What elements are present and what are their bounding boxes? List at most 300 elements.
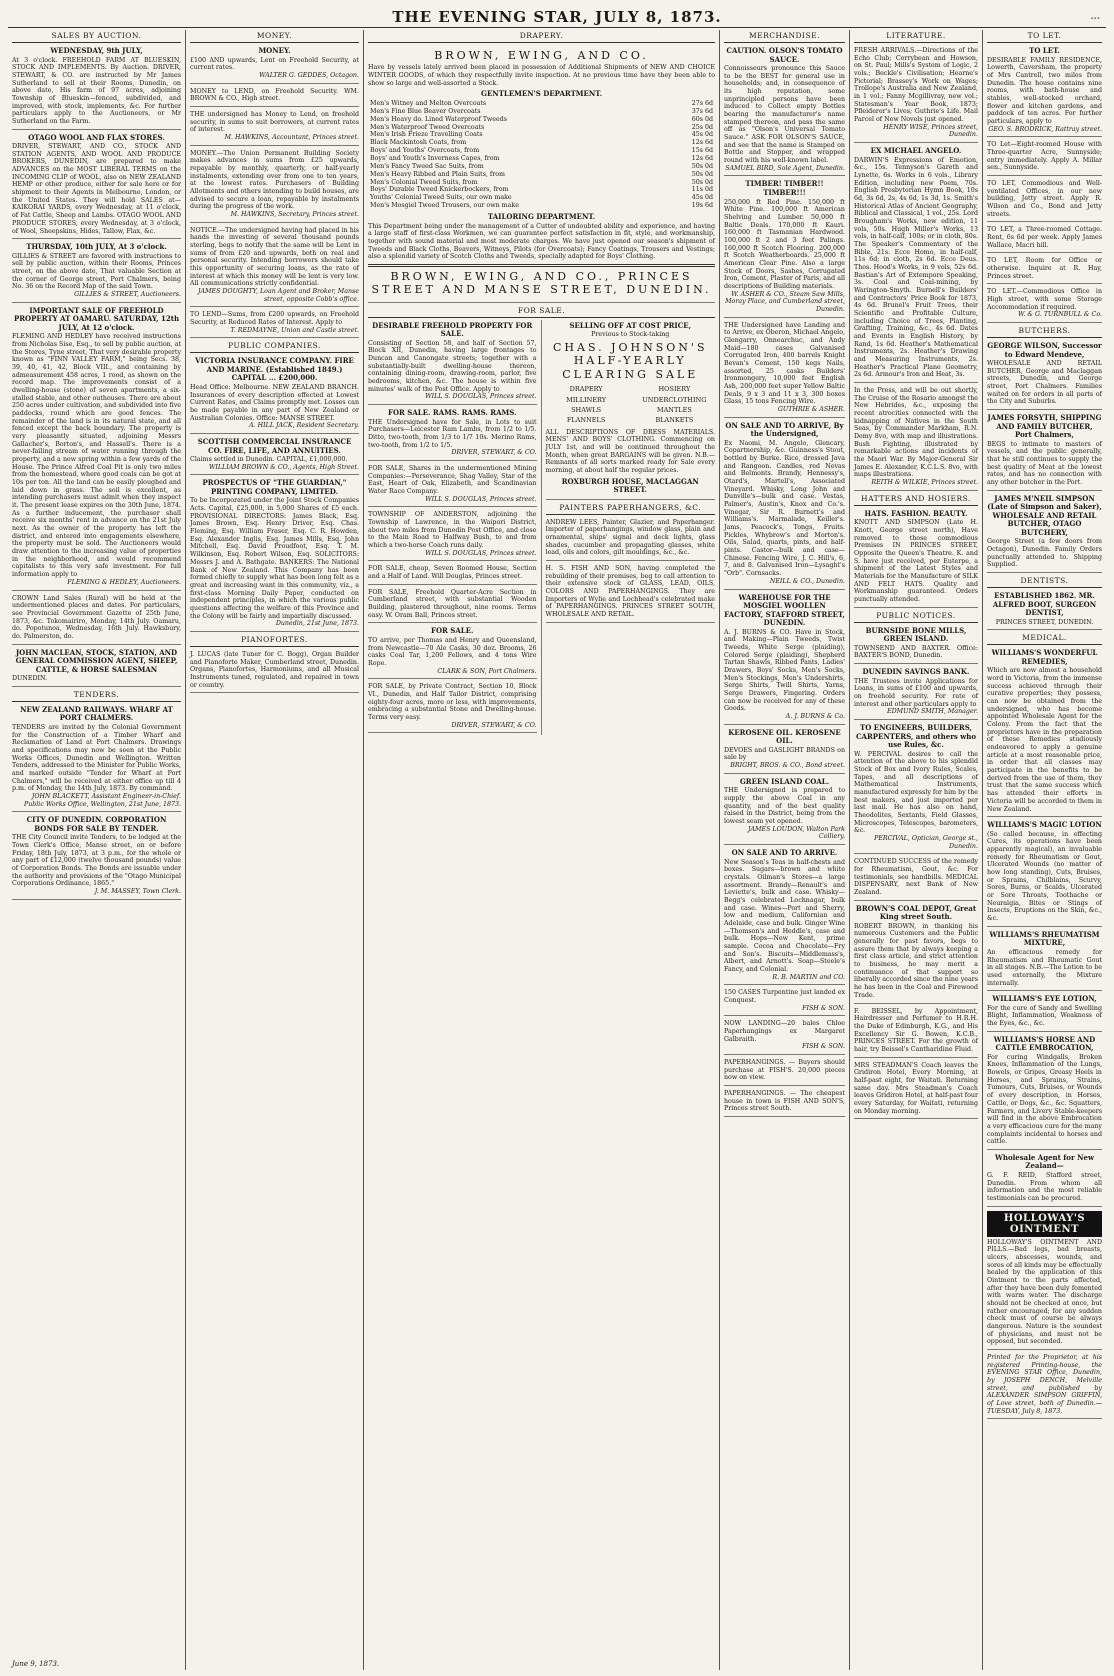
ad-block xyxy=(190,109,359,146)
ad-title: THURSDAY, 10th JULY, At 3 o'clock. xyxy=(26,242,167,252)
ad-body: G. F. REID, Stafford street, Dunedin. From whom all information and the most reliable testimonials can be procured. xyxy=(987,1171,1102,1202)
column-literature xyxy=(850,30,983,1670)
column-money xyxy=(186,30,364,1670)
ad-body: FLEMING AND HEDLEY have received instructions from Nicholas Sise, Esq., to sell by public auction, at the Stores, Tyne street, That very desirable property known as "FINN VALLEY FARM," being Secs. 38, 39, 40, 41, 42, Block VIII., and containing by admeasurement 458 acres, 1 rood, as shown on the record map. The improvements consist of a dwelling-house (stone) of seven apartments, a six-stalled stable, and other outhouses. There are about 250 acres under cultivation, and subdivided into five paddocks, round which are good fences. The remainder of the land is in its natural state, and all fenced except the back boundary. The property is very pleasantly situated, adjoining Messrs Gallacher's, Borton's, and Hassell's. There is a never-failing stream of water running through the property, and a new spring within a few yards of the House. The Prince Alfred Coal Pit is only two miles from the homestead, where good coals can be got at 10s per ton. All the land can be easily ploughed and laid down in grass. The soil is excellent, as intending purchasers must admit when they inspect it. The present lease expires on the 30th June, 1874. As a further inducement, the purchaser shall receive six months' rent in advance on the 21st July next. As the owner of the property has left the district, and entered into engagements elsewhere, the property must be sold. The Auctioneers would draw attention to the increasing value of properties in the neighborhood, and would recommend capitalists to this very safe investment. For full information apply to xyxy=(12,333,181,579)
ad-title: JOHN MACLEAN, STOCK, STATION, AND GENERAL COMMISSION AGENT, SHEEP, CATTLE, & HORSE SALESMAN xyxy=(15,647,178,674)
ad-title: BROWN'S COAL DEPOT, Great King street South. xyxy=(855,903,977,922)
price-value: 60s 0d xyxy=(691,115,713,123)
for-sale-right xyxy=(542,320,716,625)
ad-body: THE Undersigned have Landing and to Arrive, ex Oberon, Michael Angelo, Glengarry, Onnearchuc, and Andy Maid—180 cases Galvanised Corrugated Iron, 400 barrels Knight Bevan's Cement, 150 kegs Nails, assorted, 25 casks Builders' Ironmongery, 10,000 feet English Ash, 200,000 feet super Yellow Baltic Deals, 9 x 3 and 11 x 3, 300 boxes Glass, 15 tons Fencing Wire. xyxy=(724,321,845,406)
ad-body: TOWNSHIP OF ANDERSTON, adjoining the Township of Lawrence, in the Waipori District, about two miles from Dunedin Post Office, and close to the Main Road to Halfway Bush, to and from which a two-horse Coach runs daily. xyxy=(368,511,537,550)
section-header: BUTCHERS. xyxy=(987,325,1102,338)
ad-body: TO LET.—Commodious Office in High street, with some Storage Accommodation if required. xyxy=(987,288,1102,311)
ad-body: For the cure of Sandy and Swelling Blight, Inflammation, Weakness of the Eyes, &c., &c. xyxy=(987,1004,1102,1028)
ad-block xyxy=(190,649,359,693)
ad-body: TO LET, Commodious and Well-ventilated Offices, in our new building, Jetty street. Apply R. Wilson and Co., Bond and Jetty streets. xyxy=(987,179,1102,218)
ad-title: WILLIAMS'S WONDERFUL REMEDIES, xyxy=(991,648,1098,666)
column-drapery xyxy=(364,30,720,1670)
ad-block xyxy=(987,45,1102,137)
ad-title: CAUTION. OLSON'S TOMATO SAUCE. xyxy=(726,46,843,64)
price-row xyxy=(368,179,715,187)
ad-block xyxy=(724,1057,845,1086)
section-header: DENTISTS. xyxy=(987,575,1102,588)
price-item: Men's Fancy Tweed Sac Suits, from xyxy=(370,162,484,170)
corner-mark: ... xyxy=(1090,12,1100,22)
ad-list xyxy=(190,355,359,632)
ad-signature: J. M. MASSEY, Town Clerk. xyxy=(94,888,181,896)
ad-signature: FLEMING & HEDLEY, Auctioneers. xyxy=(67,578,181,586)
ad-title: PROSPECTUS OF "THE GUARDIAN," PRINTING COMPANY, LIMITED. xyxy=(202,478,347,496)
section-header: MEDICAL. xyxy=(987,632,1102,645)
holloway-banner: HOLLOWAY'S OINTMENT xyxy=(987,1211,1102,1237)
ad-body: FOR SALE, by Private Contract, Section 10, Block VI., Dunedin, and Half Tailor District, comprising eighty-four acres, more or less, with improvements, embracing a substantial Stone and Dwelling-house. Terms very easy. xyxy=(368,683,537,722)
ad-body: Head Office: Melbourne. NEW ZEALAND BRANCH. Insurances of every description effected at Lowest Current Rates, and Claims promptly met. Losses can be made payable in any part of New Zealand or Australian Colonies. Office: MANSE STREET. xyxy=(190,383,359,422)
ad-block xyxy=(12,305,181,591)
johnson-ad xyxy=(546,320,716,500)
section-header: SALES BY AUCTION. xyxy=(12,30,181,43)
ad-block xyxy=(724,776,845,845)
price-item: Men's Waterproof Tweed Overcoats xyxy=(370,123,485,131)
ad-body: TO LEND—Sums, from £200 upwards, on Freehold Security, at Reduced Rates of Interest. Apply to xyxy=(190,311,359,327)
masthead xyxy=(8,6,1106,28)
ad-block xyxy=(854,385,978,491)
ad-body: George Street (a few doors from Octagon), Dunedin. Family Orders punctually attended to. Shipping Supplied. xyxy=(987,538,1102,569)
brown-ewing-ad xyxy=(368,45,715,303)
ad-signature: A. HILL JACK, Resident Secretary. xyxy=(249,422,359,430)
ad-body: TO Let—Eight-roomed House with Three-quarter Acre, Sunnyside; entry immediately. Apply A. Millar sen., Sunnyside. xyxy=(987,141,1102,172)
ad-signature: REITH & WILKIE, Princes street. xyxy=(871,479,978,487)
ad-block xyxy=(724,45,845,176)
column-sales-by-auction xyxy=(8,30,186,1670)
ad-title: MONEY. xyxy=(258,46,291,55)
ad-body: THE City Council invite Tenders, to be lodged at the Town Clerk's Office, Manse street, on or before Friday, 18th July, 1873, at 3 p.m., for the whole or any part of £12,000 (twelve thousand pounds) value of Corporation Bonds. The Bonds are issuable under the authority and provisions of the "Otago Municipal Corporations Ordinance, 1865." xyxy=(12,834,181,888)
ad-block xyxy=(854,45,978,143)
ad-title: WILLIAMS'S MAGIC LOTION xyxy=(987,820,1102,830)
price-value: 11s 0d xyxy=(691,186,713,194)
johnson-item: HOSIERY xyxy=(658,385,691,394)
ad-title: BROWN, EWING, AND CO. xyxy=(434,49,649,62)
ad-block xyxy=(987,412,1102,491)
ad-body: THE undersigned has Money to Lend, on freehold security, in sums to suit borrowers, at current rates of interest. xyxy=(190,110,359,134)
ad-body: W. PERCIVAL desires to call the attention of the above to his splendid Stock of Box and Ivory Rules, Scales, Tapes, and all descriptions of Mathematical Instruments, manufactured expressly for him by the best makers, and just imported per last mail. He has also on hand, Theodolites, Sextants, Field Glasses, Microscopes, Telescopes, barometers, &c. xyxy=(854,750,978,835)
price-row xyxy=(368,194,715,202)
ad-title: KEROSENE OIL. KEROSENE OIL. xyxy=(728,727,841,746)
price-row xyxy=(368,131,715,139)
section-header: FOR SALE. xyxy=(368,305,715,318)
ad-body: TO LET, a Three-roomed Cottage. Rent, 6s 6d per week. Apply James Wallace, Macri hill. xyxy=(987,226,1102,249)
ad-body: TENDERS are invited by the Colonial Government for the Construction of a Timber Wharf and Reclamation of Land at Port Chalmers. Drawings and specifications may now be seen at the Public Works Offices, Dunedin and Wellington. Written Tenders, addressed to the Minister for Public Works, and marked outside "Tender for Wharf at Port Chalmers," will be received at either office up till 4 p.m. of Monday, the 14th July, 1873. By command. xyxy=(12,723,181,793)
ad-signature: JOHN BLACKETT, Assistant Engineer-in-Chief. Public Works Office, Wellington, 21st June, 1873. xyxy=(23,792,181,808)
ad-block xyxy=(987,929,1102,991)
ad-title: HATS. FASHION. BEAUTY. xyxy=(864,508,968,518)
price-row xyxy=(368,108,715,116)
ad-body: MONEY to LEND, on Freehold Security. WM. BROWN & CO., High street. xyxy=(190,87,359,103)
section-header: MERCHANDISE. xyxy=(724,30,845,43)
ad-block xyxy=(190,148,359,223)
ad-title: CITY OF DUNEDIN. CORPORATION BONDS FOR SALE BY TENDER. xyxy=(26,815,167,833)
printer-imprint xyxy=(987,1352,1102,1419)
ad-body: TOWNSEND AND BAXTER. Office: BAXTER'S BOND, Dunedin. xyxy=(854,644,978,660)
ad-body: (So called because, in effecting Cures, its operations have been apparently magical), an invaluable remedy for Rheumatism or Gout, Ulcerated Wounds (no matter of how long standing), Cuts, Bruises, or Sprains, Chilblains, Scurvy, Sores, Burns, or Scalds, Ulcerated or Sore Throats, Toothache or Neuralgia, Bites or Stings of Insects, Eruptions on the Skin, &c., &c. xyxy=(987,830,1102,923)
divider xyxy=(368,264,715,267)
ad-title: DUNEDIN SAVINGS BANK. xyxy=(862,667,970,677)
ad-block xyxy=(546,517,716,561)
ad-signature: PERCIVAL, Optician, George st., Dunedin. xyxy=(874,835,978,850)
ad-body: TO LET, Room for Office or otherwise. Inquire at R. Hay, Princes street. xyxy=(987,257,1102,280)
price-item: Youths' Colonial Tweed Suits, our own make xyxy=(370,194,512,202)
ad-block xyxy=(854,508,978,608)
ad-signature: DRIVER, STEWART, & CO. xyxy=(451,449,537,457)
ad-block xyxy=(987,493,1102,573)
ad-subtitle: Previous to Stock-taking xyxy=(591,331,670,339)
section-header: PUBLIC COMPANIES. xyxy=(190,340,359,353)
ad-title: WILLIAMS'S EYE LOTION, xyxy=(992,994,1097,1004)
item-list xyxy=(546,384,716,426)
price-row xyxy=(368,163,715,171)
ad-block xyxy=(724,1088,845,1117)
ad-body: At 3 o'clock. FREEHOLD FARM AT BLUESKIN, STOCK AND IMPLEMENTS. By Auction. DRIVER, STEWART, & CO. are instructed by Mr James Sutherland to sell at their Rooms, Dunedin, on above date, His farm of 97 acres, adjoining Township of Blueskin—fenced, subdivided, and improved, with stock, implements, &c. For further particulars apply to the Auctioneers, or Mr Sutherland on the Farm. xyxy=(12,56,181,125)
ad-signature: NEILL & CO., Dunedin. xyxy=(769,577,845,585)
price-row xyxy=(368,147,715,155)
ad-body: HOLLOWAY'S OINTMENT AND PILLS.—Bad legs, bad breasts, ulcers, abscesses, wounds, and sores of all kinds may be effectually healed by the application of this Ointment to the parts affected, after they have been duly fomented with warm water. The discharge should not be checked at once, but rather encouraged; for any sudden check must of course be always dangerous. Nature is the soundest of physicians, and must not be opposed, but seconded. xyxy=(987,1238,1102,1346)
price-item: Boys' and Youths' Overcoats, from xyxy=(370,147,480,155)
ad-body: ALL DESCRIPTIONS OF DRESS MATERIALS. MENS' AND BOYS' CLOTHING. Commencing on JULY 1st, and will be continued throughout the Month, when great BARGAINS will be given. N.B.—Remnants of all sorts marked ready for Sale every morning, at about half the regular prices. xyxy=(545,428,715,475)
price-item: Men's Heavy do. Lined Waterproof Tweeds xyxy=(370,115,507,123)
ad-block xyxy=(368,563,537,584)
ad-signature: DRIVER, STEWART, & CO. xyxy=(451,721,537,729)
ad-body: J. LUCAS (late Tuner for C. Bogg), Organ Builder and Pianoforte Maker, Cumberland street, Dunedin. Organs, Pianofortes, Harmoniums, and all Musical Instruments tuned, regulated, and repaired in town or country. xyxy=(190,650,359,689)
ad-title: JAMES M'NEIL SIMPSON (Late of Simpson and Saker), WHOLESALE AND RETAIL BUTCHER, OTAGO BUTCHERY, xyxy=(987,493,1102,537)
ad-block xyxy=(12,704,181,812)
imprint-text: Printed for the Proprietor, at his registered Printing-house, the EVENING STAR Office, Dunedin, by JOSEPH DENCH, Melville street, and published by ALEXANDER SIMPSON GRIFFIN, of Love street, both of Dunedin.—TUESDAY, July 8, 1873. xyxy=(987,1354,1102,1415)
ad-body: CROWN Land Sales (Rural) will be held at the undermentioned places and dates. For particulars, see Provincial Government Gazette of 25th June, 1873, &c. Tokomairiro, Monday, 14th July. Oamaru, do. Popotunoa, Wednesday, 16th July. Hawksbury, do. Palmerston, do. xyxy=(12,594,181,640)
price-value: 19s 6d xyxy=(691,202,713,210)
ad-title: TO ENGINEERS, BUILDERS, CARPENTERS, and others who use Rules, &c. xyxy=(855,723,977,750)
section-header: TO LET. xyxy=(987,30,1102,43)
section-header: DRAPERY. xyxy=(368,30,715,43)
ad-body: WHOLESALE AND RETAIL BUTCHER, George and Maclaggan streets, Dunedin, and George street, Port Chalmers. Families waited on for orders in all parts of the City and Suburbs. xyxy=(987,360,1102,406)
price-item: Men's Witney and Melton Overcoats xyxy=(370,99,487,107)
ad-body: A. J. BURNS & CO. Have in Stock, and Making—Plain Tweeds, Twist Tweeds, White Serge (plaiding), Colored Serge (plaiding), Shepherd Tartan Shawls, Ribbed Pants, Ladies' Drawers, Boys' Socks, Men's Socks, Men's Stockings, Men's Undershirts, Serge Shirts, Twill Shirts, Yarns, Serge Drawers, Fingering. Orders can now be received for any of these Goods. xyxy=(724,628,845,713)
price-value: 12s 6d xyxy=(691,139,713,147)
ad-body: In the Press, and will be out shortly, The Cruise of the Rosario amongst the New Hebrides, &c., exposing the recent atrocities connected with the kidnapping of Natives in the South Seas, by Commander Markham, R.N. Demy 8vo, with map and illustrations. Bush Fighting, illustrated by remarkable actions and incidents of the Maori War. By Major-General Sir James E. Alexander, K.C.L.S. 8vo, with maps illustrations. xyxy=(854,387,978,479)
ad-signature: HENRY WISE, Princes street, Dunedin. xyxy=(883,123,978,139)
ad-body: MONEY.—The Union Permanent Building Society makes advances in sums from £25 upwards, repayable by monthly, quarterly, or half-yearly instalments, extending over from one to ten years, at the lowest rates. Purchasers of Building Allotments and others intending to build houses, are advised to secure a loan, repayable by instalments during the progress of the work. xyxy=(190,149,359,211)
ad-title: ON SALE AND TO ARRIVE. xyxy=(731,848,838,857)
ad-block xyxy=(987,647,1102,817)
ad-address: BROWN, EWING, AND CO., PRINCES STREET AND MANSE STREET, DUNEDIN. xyxy=(371,269,712,297)
ad-block xyxy=(190,477,359,631)
ad-block xyxy=(987,286,1102,323)
ad-block xyxy=(12,132,181,240)
ad-body: Connoisseurs pronounce this Sauce to be the BEST for general use in households; and, in consequence of its high reputation, some unprincipled persons have been induced to Collect empty Bottles bearing the manufacturer's name stamped thereon, and pass the same off as "Olson's Universal Tomato Sauce." ASK FOR OLSON'S SAUCE, and see that the name is Stamped on Bottle and Stopper, and wrapped round with his well-known label. xyxy=(724,65,845,165)
ad-signature: FISH & SON. xyxy=(802,1004,845,1012)
ad-title: FOR SALE. RAMS. RAMS. RAMS. xyxy=(387,408,517,418)
ad-body: ROBERT BROWN, in thanking his numerous Customers and the Public generally for past favors, begs to assure them that by always keeping a first class article, and strict attention to business, he may merit a continuance of that support so liberally accorded since the nine years he has been in the Coal and Firewood Trade. xyxy=(854,922,978,999)
price-item: Men's Heavy Ribbed and Plain Suits, from xyxy=(370,170,506,178)
ad-block xyxy=(190,309,359,338)
ad-block xyxy=(854,1006,978,1058)
ad-body: FOR SALE, Shares in the undermentioned Mining Companies:—Perseverance, Shag Valley, Star of the East, Heart of Oak, Elizabeth, and Scandinavian Water Race Company. xyxy=(368,465,537,496)
ad-block xyxy=(368,681,537,733)
ad-title: OTAGO WOOL AND FLAX STORES. xyxy=(28,132,165,142)
ad-list xyxy=(854,45,978,491)
ad-signature: GUTHRIE & ASHER. xyxy=(777,406,845,413)
ad-list xyxy=(368,320,537,734)
price-value: 27s 6d xyxy=(691,99,713,107)
price-item: Men's Mosgiel Tweed Trousers, our own make xyxy=(370,202,519,210)
price-value: 25s 0d xyxy=(691,123,713,131)
for-sale-left xyxy=(368,320,542,736)
ad-body: PRINCES STREET, DUNEDIN. xyxy=(995,618,1094,626)
ad-title: GREEN ISLAND COAL. xyxy=(739,776,830,786)
ad-body: DUNEDIN. xyxy=(12,675,48,683)
ad-body: PAPERHANGINGS. — Buyers should purchase at FISH'S. 20,000 pieces now on view. xyxy=(724,1058,845,1082)
ad-body: H. S. FISH AND SON, having completed the rebuilding of their premises, beg to call attention to their extensive stock of GLASS, LEAD, OILS, COLORS AND PAPERHANGINGS. They are Importers of Wylie and Lochhead's celebrated make of PAPERHANGINGS. PRINCES STREET SOUTH, WHOLESALE AND RETAIL. xyxy=(545,565,715,619)
ad-title: DESIRABLE FREEHOLD PROPERTY FOR SALE. xyxy=(372,320,533,339)
ad-body: This Department being under the management of a Cutter of undoubted ability and experience, and having a large staff of first-class Workmen, we can guarantee perfect satisfaction in fit, style, and workmanship, together with sound material and most moderate charges. We have just opened our season's shipment of Tweeds and Black Cloths, Beavers, Witneys, Pilots (for Overcoats); Fancy Coatings, Trousers and Vestings; also a splendid variety of Scotch Cloths and Tweeds, specially adapted for Boys' Clothing. xyxy=(368,222,715,261)
ad-signature: WILL S. DOUGLAS, Princes street. xyxy=(425,495,537,503)
ad-block xyxy=(987,340,1102,410)
price-value: 50s 0d xyxy=(691,178,713,186)
ad-body: NOW LANDING—20 bales Chloe Paperhangings ex Margaret Galbraith. xyxy=(724,1020,845,1043)
ad-list xyxy=(987,340,1102,573)
ad-title: FOR SALE. xyxy=(430,626,474,636)
ad-title: WILLIAMS'S RHEUMATISM MIXTURE, xyxy=(989,929,1100,948)
ad-block xyxy=(854,856,978,900)
ad-signature: JAMES DOUGHTY, Loan Agent and Broker, Manse street, opposite Cobb's office. xyxy=(197,288,359,303)
ad-body: Consisting of Section 58, and half of Section 57, Block XII, Dunedin, having large frontages to Duncan and Canongate streets; together with a substantially-built dwelling-house thereon, containing dining-room, drawing-room, parlor, five bedrooms, kitchen, &c. The house is within five minutes' walk of the Post Office. Apply to xyxy=(368,339,537,393)
ad-block xyxy=(724,727,845,774)
price-item: Boys' and Youth's Inverness Capes, from xyxy=(370,154,500,162)
section-header: PIANOFORTES. xyxy=(190,634,359,647)
ad-body: THE Undersigned is prepared to supply the above Coal in any quantity, and of the best quality raised in the District, being from the lowest seam yet opened. xyxy=(724,787,845,825)
price-row xyxy=(368,139,715,147)
section-header: LITERATURE. xyxy=(854,30,978,43)
ad-block xyxy=(854,145,978,383)
ad-block xyxy=(190,355,359,434)
ad-title: SCOTTISH COMMERCIAL INSURANCE CO. FIRE, LIFE, AND ANNUITIES. xyxy=(197,436,352,455)
price-row xyxy=(368,100,715,108)
ad-block xyxy=(987,1152,1102,1207)
ad-block xyxy=(12,241,181,303)
ad-block xyxy=(724,420,845,590)
ad-body: Ex Naomi, M. Angelo, Glencary, Copartnership, &c. Guinness's Stout, bottled by Burke. Rice, dressed Java and Rangoon. Candles, red Nevas and Belmonts. Brandy, Hennessy's, Otard's, Martell's, Associated Vineyard. Whisky, Long John and Dunville's—bulk and case. Vestas, Palmer's, Austin's, Knox and Co.'s. Vinegar, Sir R. Burnett's and Williams's. Marmalade, Keiller's. Jams, Peacock's, Tongs, Fruits. Pickles, Whybrow's and Morton's. Oils, Salad, quarts, pints, and half-pints. Castor—bulk and case—Chinese. Fencing Wire, J. C. Hill's, 6, 7, and 8. Galvanised Iron—Lysaght's "Orb". Cornsacks. xyxy=(724,439,845,578)
ad-title: EX MICHAEL ANGELO. xyxy=(870,146,962,156)
price-row xyxy=(368,124,715,132)
ad-signature: BRIGHT, BROS. & CO., Bond street. xyxy=(730,762,845,770)
footer-date: June 9, 1873. xyxy=(12,1660,60,1668)
ad-body: DRIVER, STEWART, AND CO., STOCK AND STATION AGENTS, AND WOOL AND PRODUCE BROKERS, DUNEDIN, are prepared to make ADVANCES on the MOST LIBERAL TERMS on the INCOMING CLIP of WOOL, also on NEW ZEALAND HEMP or other produce, either for sale here or for shipment to their Agents in Melbourne, London, or the United States. They will hold SALES at—KAIKORAI YARDS, every Wednesday, at 11 o'clock, of Fat Cattle, Sheep and Lambs. OTAGO WOOL AND PRODUCE STORES, every Wednesday, at 3 o'clock, of Wool, Sheepskins, Hides, Tallow, Flax, &c. xyxy=(12,143,181,235)
price-item: Men's Irish Frieze Travelling Coats xyxy=(370,131,483,139)
ad-signature: A. J. BURNS & Co. xyxy=(785,713,845,721)
ad-body: Have by vessels lately arrived been placed in possession of Additional Shipments of NEW AND CHOICE WINTER GOODS, of which they respectfully invite inspection. At no previous time have they been able to show so large and well-assorted a Stock. xyxy=(368,64,715,87)
ad-block xyxy=(724,320,845,418)
ad-list xyxy=(190,45,359,338)
ad-title: TIMBER! TIMBER!! TIMBER!!! xyxy=(745,179,824,197)
ad-block xyxy=(854,722,978,854)
ad-block xyxy=(987,819,1102,927)
ad-body: To be Incorporated under the Joint Stock Companies Acts. Capital, £25,000, in 5,000 Shares of £5 each. PROVISIONAL DIRECTORS: James Black, Esq. James Brown, Esq. Henry Driver, Esq. Chas. Fleming, Esq. William Fraser, Esq. C. R. Howden, Esq. Alexander Inglis, Esq. James Mills, Esq. John Mitchell, Esq. David Proudfoot, Esq. T. M. Wilkinson, Esq. Robert Wilson, Esq. SOLICITORS: Messrs J. and A. Bathgate. BANKERS: The National Bank of New Zealand. This Company has been formed chiefly to supply what has been long felt as a great and increasing want in this community, viz., a first-class Morning Daily Paper, conducted on independent principles, in which the various public questions affecting the welfare of this Province and the Colony will be fairly and impartially discussed. xyxy=(190,497,359,620)
price-item: Men's Colonial Tweed Suits, from xyxy=(370,178,478,186)
ad-list xyxy=(987,45,1102,323)
ad-body: CONTINUED SUCCESS of the remedy for Rheumatism, Gout, &c. For testimonials, see handbills. MEDICAL DISPENSARY, next Bank of New Zealand. xyxy=(854,858,978,897)
ad-block xyxy=(854,666,978,720)
ad-block xyxy=(724,847,845,985)
ad-block xyxy=(987,139,1102,176)
ad-signature: EDMUND SMITH, Manager. xyxy=(887,708,978,716)
ad-signature: JAMES LOUDON, Walton Park Colliery. xyxy=(747,825,845,841)
ad-body: New Season's Teas in half-chests and boxes. Sugars—brown and white crystals. Oilman's Stores—a large assortment. Brandy—Renault's and Leviette's, bulk and case. Whisky—Begg's celebrated Lochnagar, bulk and case. Wines—Port and Sherry, low and medium, Californian and Adelaide, case and bulk. Ginger Wine—Thomson's and Heddle's, case and bulk. Hops—New Kent, prime sample. Cocoa and Chocolate—Fry and Son's. Biscuits—Middlemass's, Albert, and Arnott's. Soap—Steele's Fancy, and Colonial. xyxy=(724,858,845,973)
ad-block xyxy=(368,320,537,405)
ad-block xyxy=(190,86,359,107)
price-item: Boys' Durable Tweed Knickerbockers, from xyxy=(370,186,509,194)
ad-body: KNOTT AND SIMPSON (Late H. Knott, George street north), Have removed to those commodious Premises IN PRINCES STREET, Opposite the Queen's Theatre. K. and S. have just received, per Euterpe, a shipment of the Latest Styles and Materials for the Manufacture of SILK AND FELT HATS. Quality and Workmanship guaranteed. Orders punctually attended. xyxy=(854,519,978,604)
ad-block xyxy=(12,593,181,645)
ad-title: WAREHOUSE FOR THE MOSGIEL WOOLLEN FACTORY, STAFFORD STREET, DUNEDIN. xyxy=(724,592,845,628)
ad-body: TO arrive, per Thomas and Henry and Queensland, from Newcastle—70 Ale Casks, 30 doz. Brooms, 26 casks Coal Tar, 1,200 Fellows, and 4 tons Wire Rope. xyxy=(368,636,537,667)
ad-block xyxy=(987,1237,1102,1350)
section-header: PUBLIC NOTICES. xyxy=(854,610,978,623)
ad-list xyxy=(724,45,845,1117)
johnson-item: BLANKETS xyxy=(655,416,694,425)
ad-body: ANDREW LEES, Painter, Glazier, and Paperhanger. Importer of paperhangings, window glass, plain and ornamental, ships' signal and deck lights, glass shades, cucumber and propagating glasses, white lead, oils and colors, gilt mouldings, &c., &c. xyxy=(545,518,715,557)
ad-address: ROXBURGH HOUSE, MACLAGGAN STREET. xyxy=(561,476,699,495)
ad-list xyxy=(12,45,181,687)
price-row xyxy=(368,116,715,124)
ad-body: FOR SALE, Freehold Quarter-Acre Section in Cumberland street, with substantial Wooden Building, plastered throughout, nine rooms. Terms easy. W. Oram Ball, Princes street. xyxy=(368,588,537,619)
ad-signature: GEO. S. BRODRICK, Rattray street. xyxy=(988,125,1102,133)
ad-signature: CLARK & SON, Port Chalmers. xyxy=(437,667,537,675)
price-value: 50s 0d xyxy=(691,162,713,170)
ad-block xyxy=(854,625,978,664)
price-item: Black Mackintosh Coats, from xyxy=(370,139,467,147)
ad-block xyxy=(190,225,359,308)
ad-block xyxy=(724,178,845,317)
ad-list xyxy=(854,625,978,1120)
ad-block xyxy=(368,509,537,561)
ad-body: DEVOES and GASLIGHT BRANDS on sale by xyxy=(724,746,845,762)
ad-signature: W. & G. TURNBULL & Co. xyxy=(1018,311,1102,319)
ad-signature: R. B. MARTIN and CO. xyxy=(772,973,845,981)
ad-body: MRS STEADMAN'S Coach leaves the Gridiron Hotel, Every Morning, at half-past eight, for Waitati. Returning same day. Mrs Steadman's Coach leaves Gridiron Hotel, at half-past four every Saturday, for Waitati, returning on Monday morning. xyxy=(854,1061,978,1115)
ad-block xyxy=(987,590,1102,630)
ad-body: DARWIN'S Expressions of Emotion, &c., 15s. Tennyson's Gareth and Lynette, 6s. Works in 6 vols., Library Edition, including new Poem, 70s. English Presbyterian Hymn Book, 10s 6d, 3s 6d, 2s, 4s 6d, 1s 3d, 1s. Smith's Historical Atlas of Ancient Geography, Biblical and Classical, 1 vol., 25s. Lord Brougham's Works, new edition, 11 vols, 50s. Hugh Miller's Works, 13 vols, in half-calf, 100s; or in cloth, 80s. The Speaker's Commentary of the Bible, 21s. Ecce Homo, in half-calf, 11s 6d; in cloth, 2s 6d. Ecce Deus. Thos. Hood's Works, in 9 vols, 52s 6d. Bastian's Art of Extempore Speaking, 3s. Coal and Coal-mining, by Warington-Smyth. Burnell's Builders' and Contractors' Price Book for 1873, 4s 6d. Brunel's Fruit Trees, their Scientific and Profitable Culture, including Choice of Trees, Planting, Grafting, Training, &c., 4s 6d. Dates and Events in English History, by Rand, 1s 6d. Heather's Mathematical Instruments, 2s. Heather's Drawing and Measuring Instruments, 2s. Heather's Practical Plane Geometry, 2s 6d. Armour's Iron and Heat, 3s. xyxy=(854,156,978,379)
price-row xyxy=(368,202,715,210)
ad-title: Wholesale Agent for New Zealand— xyxy=(995,1152,1094,1171)
ad-body: An efficacious remedy for Rheumatism and Rheumatic Gout in all stages. N.B.—The Lotion to be used externally, the Mixture internally. xyxy=(987,948,1102,987)
ad-body: FOR SALE, cheap, Seven Roomed House, Section and a Half of Land. Will Douglas, Princes street. xyxy=(368,565,537,581)
ad-signature: SAMUEL BIRD, Sole Agent, Dunedin. xyxy=(725,164,845,172)
price-value: 37s 6d xyxy=(691,107,713,115)
price-list xyxy=(368,100,715,210)
ad-block xyxy=(987,255,1102,284)
price-item: Men's Fine Blue Beaver Overcoats xyxy=(370,107,481,115)
section-header: PAINTERS PAPERHANGERS, &C. xyxy=(546,502,716,515)
ad-body: BEGS to intimate to masters of vessels, and the public generally, that he still continues to supply the best quality of Meat at the lowest rates, and has no connection with any other butcher in the Port. xyxy=(987,440,1102,487)
ad-title: VICTORIA INSURANCE COMPANY. FIRE AND MARINE. (Established 1849.) CAPITAL ... £200,000. xyxy=(195,356,354,383)
ad-signature: WILLIAM BROWN & CO., Agents, High Street. xyxy=(208,463,359,471)
ad-signature: W. ASHER & CO., Steam Saw Mills, Moray Place, and Cumberland street, Dunedin. xyxy=(725,290,845,313)
ad-body: F. BEISSEL, by Appointment, Hairdresser and Perfumer to H.R.H. the Duke of Edinburgh, K.G., and His Excellency Sir G. Bowen, K.C.B., PRINCES STREET. For the growth of hair, try Beissel's Cantharidine Fluid. xyxy=(854,1007,978,1053)
johnson-item: DRAPERY xyxy=(569,385,603,394)
ad-body: DESIRABLE FAMILY RESIDENCE, Lowerth, Caversham, the property of Mrs Cantrell, two miles from Dunedin. The house contains nine rooms, with bath-house and stables, well-stocked orchard, flower and kitchen gardens, and paddock of ten acres. For further particulars, apply to xyxy=(987,56,1102,125)
ad-signature: WALTER G. GEDDES, Octagon. xyxy=(259,71,359,79)
section-header: MONEY. xyxy=(190,30,359,43)
johnson-item: FLANNELS xyxy=(566,416,606,425)
ad-block xyxy=(854,1060,978,1120)
ad-block xyxy=(724,1018,845,1055)
ad-body: FRESH ARRIVALS.—Directions of the Echo Club; Corrybean and Howson, on St. Paul; Mills's System of Logic, 2 vols.; Beckle's Civilisation; Hearne's Pictorial; Brassey's Work on Wages; Trollope's Australia and New Zealand, in 1 vol.; Fanny Mcgillivray, new vol.; Statesman's Year Book, 1873; Pfleiderer's Lives; Guthrie's Life. Mail Parcel of New Novels just opened. xyxy=(854,47,978,124)
department-title: TAILORING DEPARTMENT. xyxy=(487,211,596,221)
ad-body: For curing Windgalls, Broken Knees, Inflammation of the Lungs, Bowels, or Gripes, Greasy Heels in Horses, and Sprains, Strains, Tumours, Cuts, Bruises, or Wounds of every description, in Horses, Cattle, or Dogs, &c., &c. Squatters, Farmers, and Livery Stable-keepers will find in the above Embrocation a very efficacious cure for the many complaints incidental to horses and cattle. xyxy=(987,1053,1102,1146)
ad-signature: WILL S. DOUGLAS, Princes street. xyxy=(425,393,537,401)
ad-title: NEW ZEALAND RAILWAYS. WHARF AT PORT CHALMERS. xyxy=(20,704,173,723)
ad-block xyxy=(368,587,537,624)
ad-body: GILLIES & STREET are favored with instructions to sell by public auction, within their Rooms, Princes street, on the above date, That valuable Section at the corner of George street, Port Chalmers, being No. 36 on the Record Map of the said Town. xyxy=(12,252,181,291)
column-merchandise xyxy=(720,30,850,1670)
ad-signature: WILL S. DOUGLAS, Princes street. xyxy=(425,549,537,557)
ad-block xyxy=(12,45,181,130)
section-header: TENDERS. xyxy=(12,689,181,702)
ad-body: THE Trustees invite Applications for Loans, in sums of £100 and upwards, on freehold security. For rate of interest and other particulars apply to xyxy=(854,677,978,708)
ad-block xyxy=(987,1034,1102,1150)
price-row xyxy=(368,155,715,163)
masthead-title: THE EVENING STAR, JULY 8, 1873. xyxy=(392,8,722,26)
ad-body: PAPERHANGINGS. — The cheapest house in town is FISH AND SON'S, Princes street South. xyxy=(724,1090,845,1113)
ad-body: Which are now almost a household word in Victoria, from the immense success achieved through their curative properties; they possess, can now be obtained from the undersigned, who has become appointed Wholesale Agent for the Colony. From the fact that the proprietors have in the preparation of these Remedies studiously endeavored to apply a genuine article at a most reasonable price, in order that all classes may participate in the benefits to be derived from the use of them, they trust that the same success which has attended their efforts in Victoria will be accorded to them in New Zealand. xyxy=(987,667,1102,813)
ad-signature: T. REDMAYNE, Union and Castle street. xyxy=(230,326,359,334)
ad-list xyxy=(987,647,1102,1206)
price-value: 12s 6d xyxy=(691,154,713,162)
ad-block xyxy=(368,407,537,461)
ad-block xyxy=(368,463,537,507)
ad-title: TO LET. xyxy=(1029,46,1060,55)
johnson-item: SHAWLS xyxy=(571,405,602,414)
johnson-item: MANTLES xyxy=(656,405,692,414)
price-row xyxy=(368,186,715,194)
ad-body: 250,000 ft Red Pine. 150,000 ft White Pine. 100,000 ft American Shelving and Lumber. 50,000 ft Baltic Deals. 170,000 ft Kauri. 160,000 ft Tasmanian Hardwood. 100,000 ft 2 and 3 feet Palings. 160,000 ft Scotch Flooring. 200,000 ft Scotch Weatherboards. 25,000 ft American Clear Pine. Also a large Stock of Doors, Sashes, Corrugated Iron, Cement, Plaster of Paris, and all descriptions of Building materials. xyxy=(724,198,845,290)
ad-body: NOTICE.—The undersigned having had placed in his hands the investing of several thousand pounds sterling, begs to notify that the same will be Lent in sums of from £20 and upwards, both on real and personal security. Intending borrowers should take this opportunity of securing loans, as the rate of interest at which this money will be lent is very low. All communications strictly confidential. xyxy=(190,226,359,288)
ad-body: THE Undersigned have for Sale, in Lots to suit Purchasers—Leicester Ram Lambs, from 1/2 to 1/5. Ditto, two-tooth, from 1/3 to 1/7 10s. Merino Rams, two-tooth, from 1/2 to 1/5. xyxy=(368,418,537,449)
ad-title: WEDNESDAY, 9th JULY, xyxy=(50,46,143,55)
ad-block xyxy=(368,625,537,679)
ad-block xyxy=(190,45,359,84)
price-value: 50s 0d xyxy=(691,170,713,178)
johnson-item: MILLINERY xyxy=(566,395,607,404)
ad-list xyxy=(12,704,181,900)
ad-block xyxy=(724,987,845,1016)
ad-signature: M. HAWKINS, Secretary, Princes street. xyxy=(230,210,359,218)
ad-title: CHAS. JOHNSON'S HALF-YEARLY CLEARING SALE xyxy=(553,340,708,381)
ad-signature: M. HAWKINS, Accountant, Princes street. xyxy=(224,133,359,141)
johnson-item: UNDERCLOTHING xyxy=(642,395,707,404)
ad-block xyxy=(987,993,1102,1032)
column-to-let xyxy=(983,30,1106,1670)
ad-title: BURNSIDE BONE MILLS, GREEN ISLAND. xyxy=(865,625,967,644)
ad-title: SELLING OFF AT COST PRICE, xyxy=(569,320,692,330)
ad-block xyxy=(987,178,1102,222)
department-title: GENTLEMEN'S DEPARTMENT. xyxy=(480,89,603,99)
ad-title: ESTABLISHED 1862. MR. ALFRED BOOT, SURGEON DENTIST, xyxy=(992,591,1097,618)
price-value: 45s 0d xyxy=(691,131,713,139)
ad-body: 150 CASES Turpentine just landed ex Conquest. xyxy=(724,989,845,1004)
ad-block xyxy=(190,436,359,475)
ad-title: IMPORTANT SALE OF FREEHOLD PROPERTY AT OAMARU. SATURDAY, 12th JULY, At 12 o'clock. xyxy=(13,305,180,332)
ad-title: ON SALE AND TO ARRIVE, By the Undersigned, xyxy=(725,420,844,439)
price-value: 15s 6d xyxy=(691,147,713,155)
ad-body: Claims settled in Dunedin. CAPITAL, £1,000,000. xyxy=(190,456,348,464)
